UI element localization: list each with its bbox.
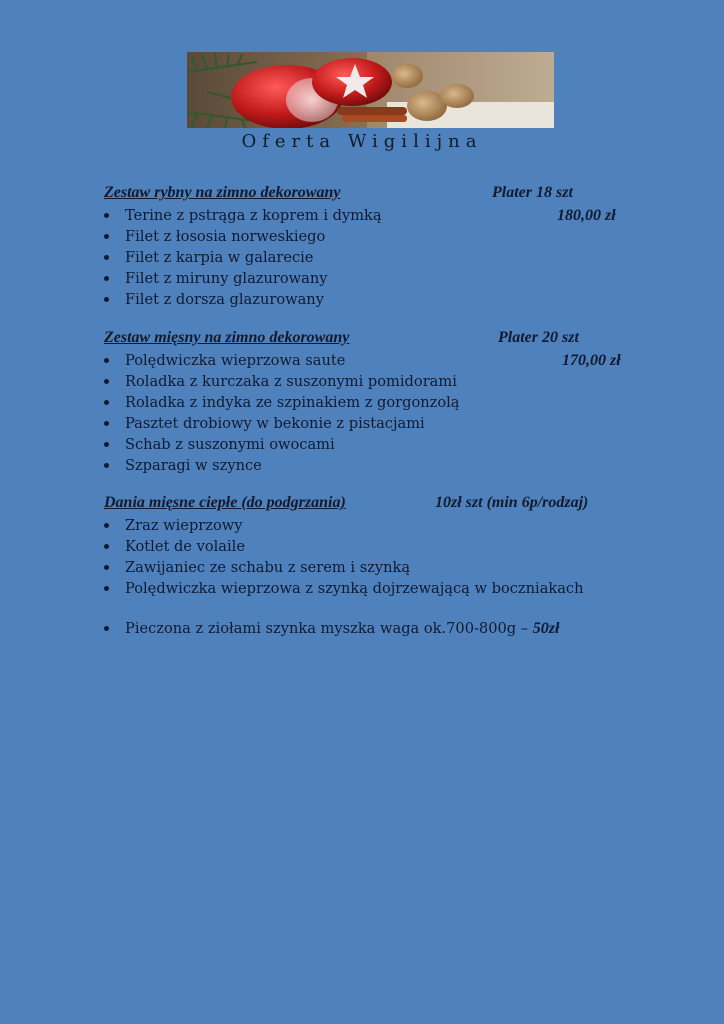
banner-illustration xyxy=(187,52,554,128)
list-item xyxy=(104,536,664,557)
section-title: Zestaw mięsny na zimno dekorowany xyxy=(104,329,350,346)
bullet-icon xyxy=(104,358,109,363)
section-price: 170,00 zł xyxy=(562,352,621,369)
list-item xyxy=(104,413,664,434)
list-item xyxy=(104,455,664,476)
section-note: 10zł szt (min 6p/rodzaj) xyxy=(435,494,589,511)
bullet-icon xyxy=(104,234,109,239)
bullet-icon xyxy=(104,565,109,570)
bullet-icon xyxy=(104,255,109,260)
list-item xyxy=(104,557,664,578)
item-text: Pasztet drobiowy w bekonie z pistacjami xyxy=(125,415,425,432)
section-meat-cold xyxy=(104,329,664,476)
list-item xyxy=(104,350,664,371)
list-item xyxy=(104,392,664,413)
bullet-icon xyxy=(104,400,109,405)
item-text: Polędwiczka wieprzowa z szynką dojrzewającą w boczniakach xyxy=(125,580,584,597)
bullet-icon xyxy=(104,442,109,447)
section-extra xyxy=(104,618,664,639)
bullet-icon xyxy=(104,276,109,281)
list-item xyxy=(104,268,664,289)
item-price: 50zł xyxy=(532,620,560,637)
christmas-banner xyxy=(187,52,554,128)
item-text: Filet z dorsza glazurowany xyxy=(125,291,324,308)
list-item xyxy=(104,289,664,310)
item-text: Zraz wieprzowy xyxy=(125,517,243,534)
section-header xyxy=(104,329,664,350)
item-text: Schab z suszonymi owocami xyxy=(125,436,335,453)
list-item xyxy=(104,515,664,536)
item-text: Filet z miruny glazurowany xyxy=(125,270,328,287)
item-text: Kotlet de volaile xyxy=(125,538,245,555)
section-note: Plater 18 szt xyxy=(492,184,573,201)
list-item xyxy=(104,247,664,268)
list-item xyxy=(104,618,664,639)
bullet-icon xyxy=(104,213,109,218)
item-text: Zawijaniec ze schabu z serem i szynką xyxy=(125,559,411,576)
section-title: Dania mięsne ciepłe (do podgrzania) xyxy=(104,494,346,511)
section-header xyxy=(104,184,664,205)
bullet-icon xyxy=(104,586,109,591)
item-text: Roladka z kurczaka z suszonymi pomidorami xyxy=(125,373,457,390)
item-text: Filet z łososia norweskiego xyxy=(125,228,326,245)
item-text: Pieczona z ziołami szynka myszka waga ok.700-800g – xyxy=(125,620,533,637)
section-title: Zestaw rybny na zimno dekorowany xyxy=(104,184,341,201)
list-item xyxy=(104,371,664,392)
section-price: 180,00 zł xyxy=(557,207,616,224)
bullet-icon xyxy=(104,379,109,384)
item-text: Polędwiczka wieprzowa saute xyxy=(125,352,346,369)
page-title: Oferta Wigilijna xyxy=(241,131,483,152)
list-item xyxy=(104,434,664,455)
item-list xyxy=(104,515,664,599)
cinnamon-icon xyxy=(337,107,407,122)
list-item xyxy=(104,578,664,599)
item-text: Terine z pstrąga z koprem i dymką xyxy=(125,207,382,224)
item-list xyxy=(104,618,664,639)
item-list xyxy=(104,205,664,310)
section-meat-hot xyxy=(104,494,664,599)
bullet-icon xyxy=(104,523,109,528)
section-note: Plater 20 szt xyxy=(498,329,579,346)
bullet-icon xyxy=(104,297,109,302)
bullet-icon xyxy=(104,544,109,549)
list-item xyxy=(104,205,664,226)
bullet-icon xyxy=(104,463,109,468)
item-list xyxy=(104,350,664,476)
bullet-icon xyxy=(104,421,109,426)
section-fish xyxy=(104,184,664,310)
list-item xyxy=(104,226,664,247)
item-text: Roladka z indyka ze szpinakiem z gorgonzolą xyxy=(125,394,460,411)
item-text: Filet z karpia w galarecie xyxy=(125,249,314,266)
bullet-icon xyxy=(104,626,109,631)
item-text: Szparagi w szynce xyxy=(125,457,262,474)
section-header xyxy=(104,494,664,515)
